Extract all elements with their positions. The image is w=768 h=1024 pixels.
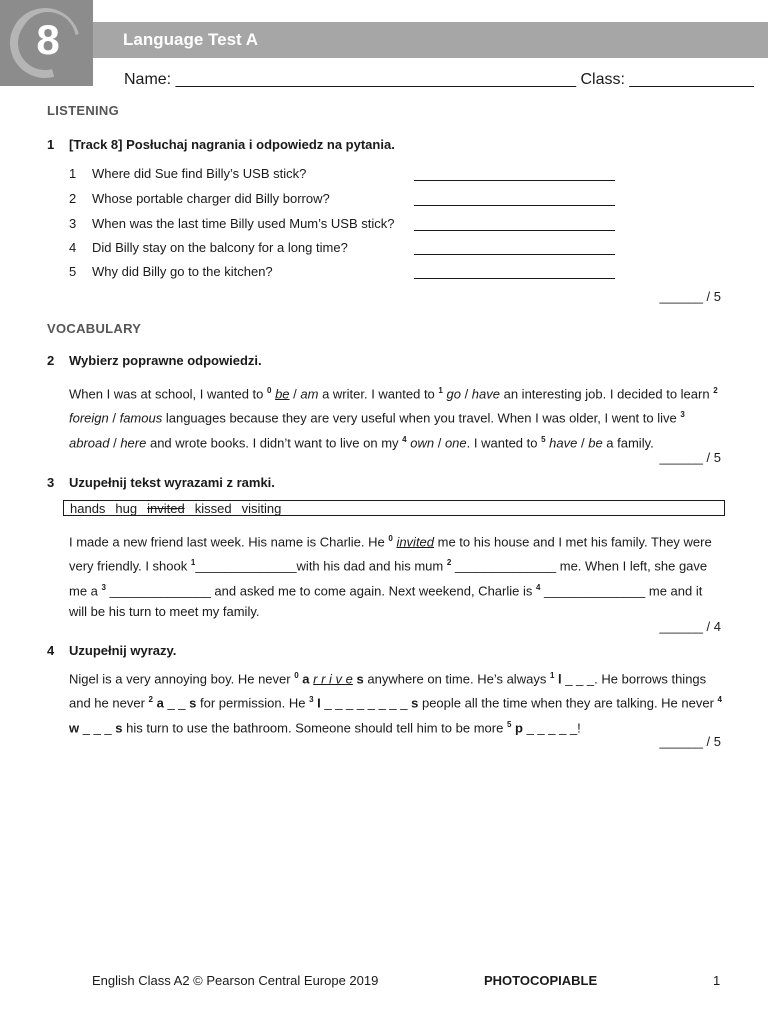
task-text: [Track 8] Posłuchaj nagrania i odpowiedz na pytania. bbox=[69, 137, 395, 152]
score-task-4: ______ / 5 bbox=[659, 734, 721, 749]
option[interactable]: foreign bbox=[69, 410, 109, 426]
word-box bbox=[63, 500, 725, 516]
example-answer: be bbox=[275, 386, 290, 402]
option[interactable]: be bbox=[588, 434, 603, 450]
option[interactable]: famous bbox=[119, 410, 163, 426]
example-answer: r r i v e bbox=[313, 671, 353, 687]
answer-line-1[interactable] bbox=[414, 180, 615, 181]
option[interactable]: here bbox=[120, 434, 147, 450]
task-4-instruction: 4 Uzupełnij wyrazy. bbox=[47, 643, 177, 658]
option[interactable]: own bbox=[410, 434, 435, 450]
footer-photocopiable: PHOTOCOPIABLE bbox=[484, 973, 598, 988]
word-box-item: kissed bbox=[194, 501, 232, 516]
score-task-1: ______ / 5 bbox=[659, 289, 721, 304]
page-title: Language Test A bbox=[123, 30, 259, 49]
footer-copyright: English Class A2 © Pearson Central Europe 2019 bbox=[92, 973, 379, 988]
task-2-instruction: 2 Wybierz poprawne odpowiedzi. bbox=[47, 353, 262, 368]
task-number: 1 bbox=[47, 137, 55, 152]
answer-line-2[interactable] bbox=[414, 205, 615, 206]
footer-page-number: 1 bbox=[713, 973, 721, 988]
word-box-item: hug bbox=[115, 501, 138, 516]
task-3-text: I made a new friend last week. His name is Charlie. He $^0$ invited me to his house and I met his family. They were very friendly. I shook $^1$______________with his dad and his mum $^2$ ______________ me. When I left, she gave me a $^3$ ______________ and asked me to come again. Next weekend, Charlie is $^4$ ______________ me and it will be his turn to meet my family. bbox=[69, 534, 712, 619]
task-4-text: Nigel is a very annoying boy. He never $^0$ a r r i v e s anywhere on time. He’s always $^1$ l _ _ _. He borrows things and he never $^2$ a _ _ s for permission. He $^3$ I _ _ _ _ _ _ _ _ s people all the time when they are talking. He never $^4$ w _ _ _ s his turn to use the bathroom. Someone should tell him to be more $^5$ p _ _ _ _ _! bbox=[69, 671, 722, 735]
task-2-text: When I was at school, I wanted to $^0$ be / am a writer. I wanted to $^1$ go / have an interesting job. I decided to learn $^2$ foreign / famous languages because they are very useful when you travel. When I was older, I went to live $^3$ abroad / here and wrote books. I didn’t want to live on my $^4$ own / one. I wanted to $^5$ have / be a family. bbox=[69, 386, 718, 450]
example-answer: invited bbox=[396, 534, 435, 550]
answer-line-5[interactable] bbox=[414, 278, 615, 279]
answer-line-3[interactable] bbox=[414, 230, 615, 231]
score-task-2: ______ / 5 bbox=[659, 450, 721, 465]
unit-number: 8 bbox=[20, 12, 76, 68]
option[interactable]: have bbox=[549, 434, 578, 450]
word-box-item: visiting bbox=[241, 501, 282, 516]
section-heading-listening: LISTENING bbox=[47, 103, 120, 118]
section-heading-vocabulary: VOCABULARY bbox=[47, 321, 142, 336]
option[interactable]: have bbox=[471, 386, 500, 402]
word-box-item-used: invited bbox=[147, 501, 185, 516]
unit-badge bbox=[0, 0, 93, 86]
question-1: 1 Where did Sue find Billy’s USB stick? bbox=[69, 166, 307, 181]
question-4: 4 Did Billy stay on the balcony for a long time? bbox=[69, 240, 348, 255]
word-box-item: hands bbox=[70, 501, 106, 516]
score-task-3: ______ / 4 bbox=[659, 619, 721, 634]
question-5: 5 Why did Billy go to the kitchen? bbox=[69, 264, 273, 279]
option[interactable]: abroad bbox=[69, 434, 110, 450]
question-2: 2 Whose portable charger did Billy borrow? bbox=[69, 191, 330, 206]
class-label: Class: bbox=[580, 71, 625, 88]
class-blank[interactable]: ______________ bbox=[629, 71, 754, 88]
name-blank[interactable]: _____________________________________________ bbox=[175, 71, 577, 88]
answer-line-4[interactable] bbox=[414, 254, 615, 255]
option[interactable]: one bbox=[444, 434, 467, 450]
student-info-row bbox=[124, 71, 754, 89]
name-label: Name: bbox=[124, 71, 172, 88]
task-3-instruction: 3 Uzupełnij tekst wyrazami z ramki. bbox=[47, 475, 275, 490]
task-1-instruction bbox=[47, 137, 395, 152]
question-3: 3 When was the last time Billy used Mum’s USB stick? bbox=[69, 216, 395, 231]
option[interactable]: go bbox=[446, 386, 461, 402]
